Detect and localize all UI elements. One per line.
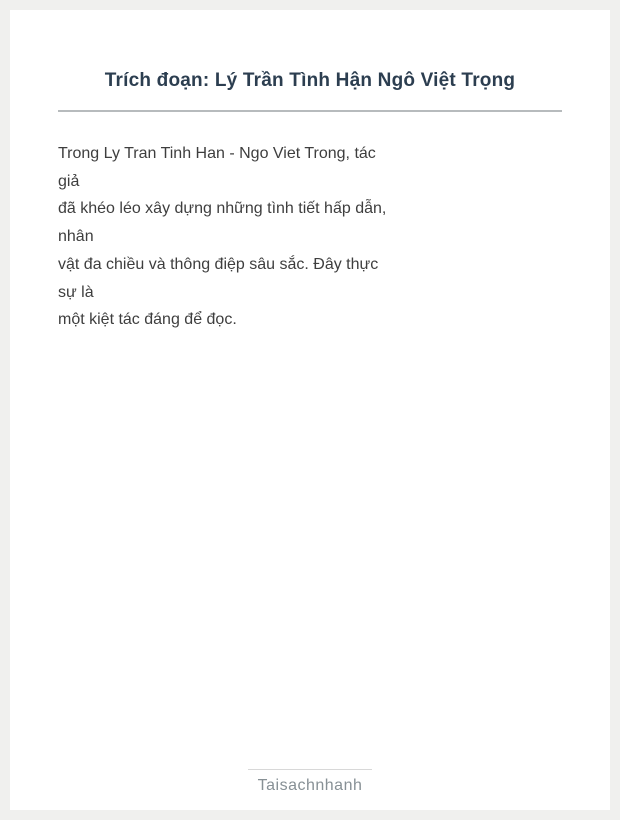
excerpt-line: nhân bbox=[58, 228, 94, 246]
excerpt-line: một kiệt tác đáng để đọc. bbox=[58, 311, 237, 329]
excerpt-line: đã khéo léo xây dựng những tình tiết hấp dẫn, bbox=[58, 200, 387, 218]
excerpt-line: giả bbox=[58, 172, 80, 190]
page-title: Trích đoạn: Lý Trần Tình Hận Ngô Việt Trọng bbox=[104, 70, 516, 91]
excerpt-line: vật đa chiều và thông điệp sâu sắc. Đây thực bbox=[58, 255, 379, 273]
excerpt-line: Trong Ly Tran Tinh Han - Ngo Viet Trong, tác bbox=[58, 145, 376, 162]
title-divider bbox=[58, 110, 562, 112]
footer-divider bbox=[248, 769, 372, 770]
document-card bbox=[10, 10, 610, 810]
excerpt-paragraph bbox=[58, 140, 562, 334]
footer bbox=[10, 769, 610, 796]
excerpt-line: sự là bbox=[58, 283, 94, 301]
footer-brand: Taisachnhanh bbox=[257, 777, 363, 794]
